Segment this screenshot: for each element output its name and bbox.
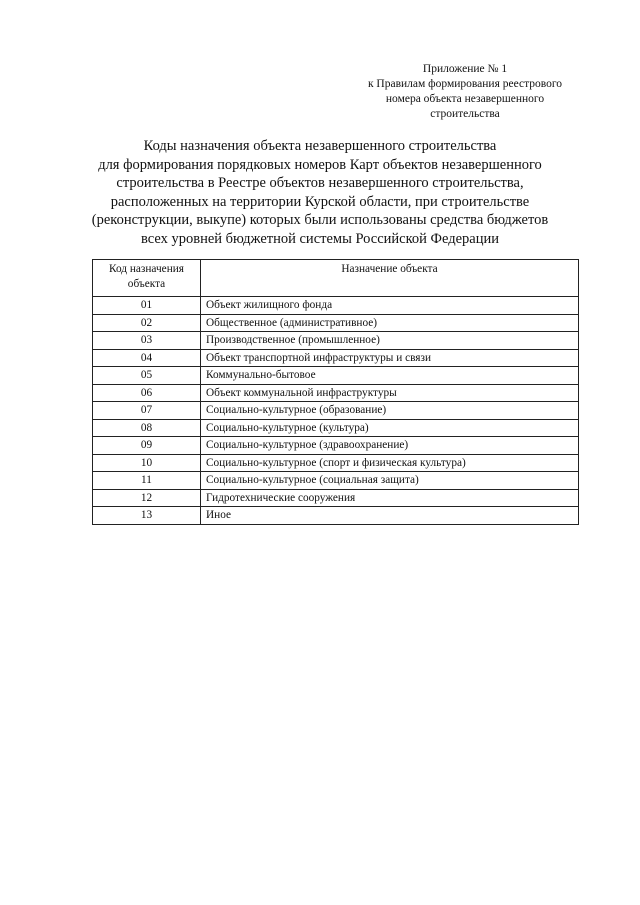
row-purpose: Социально-культурное (образование) (201, 402, 579, 420)
document-title (60, 137, 580, 248)
title-line: строительства в Реестре объектов незавершенного строительства, (116, 175, 524, 191)
row-code: 08 (93, 419, 201, 437)
row-code: 13 (93, 507, 201, 525)
row-code: 11 (93, 472, 201, 490)
table-header-row (93, 260, 579, 297)
table-row (93, 332, 579, 350)
appendix-line: строительства (430, 108, 500, 120)
row-purpose: Иное (201, 507, 579, 525)
appendix-line: Приложение № 1 (422, 63, 508, 75)
table-row (93, 349, 579, 367)
row-purpose: Объект жилищного фонда (201, 297, 579, 315)
table-row (93, 297, 579, 315)
table-row (93, 314, 579, 332)
table-row (93, 402, 579, 420)
row-purpose: Социально-культурное (здравоохранение) (201, 437, 579, 455)
header-code (93, 260, 201, 297)
row-code: 09 (93, 437, 201, 455)
row-code: 04 (93, 349, 201, 367)
row-purpose: Коммунально-бытовое (201, 367, 579, 385)
row-code: 05 (93, 367, 201, 385)
row-code: 06 (93, 384, 201, 402)
table-row (93, 384, 579, 402)
row-code: 10 (93, 454, 201, 472)
appendix-header (330, 62, 600, 122)
row-code: 01 (93, 297, 201, 315)
title-line: (реконструкции, выкупе) которых были использованы средства бюджетов (91, 212, 549, 228)
row-purpose: Производственное (промышленное) (201, 332, 579, 350)
table-row (93, 419, 579, 437)
row-purpose: Социально-культурное (социальная защита) (201, 472, 579, 490)
row-purpose: Общественное (административное) (201, 314, 579, 332)
title-line: Коды назначения объекта незавершенного строительства (143, 138, 497, 154)
header-code-line: Код назначения (109, 263, 184, 275)
row-purpose: Объект транспортной инфраструктуры и связи (201, 349, 579, 367)
table-row (93, 367, 579, 385)
row-purpose: Объект коммунальной инфраструктуры (201, 384, 579, 402)
table-row (93, 489, 579, 507)
header-code-line: объекта (127, 278, 166, 290)
row-code: 07 (93, 402, 201, 420)
title-line: для формирования порядковых номеров Карт объектов незавершенного (98, 156, 542, 173)
appendix-line: к Правилам формирования реестрового (367, 78, 563, 90)
table-row (93, 437, 579, 455)
table-row (93, 454, 579, 472)
row-code: 02 (93, 314, 201, 332)
row-purpose: Гидротехнические сооружения (201, 489, 579, 507)
appendix-line: номера объекта незавершенного (385, 93, 545, 105)
table-row (93, 507, 579, 525)
row-purpose: Социально-культурное (спорт и физическая культура) (201, 454, 579, 472)
row-purpose: Социально-культурное (культура) (201, 419, 579, 437)
row-code: 12 (93, 489, 201, 507)
table-row (93, 472, 579, 490)
codes-table (92, 259, 579, 525)
row-code: 03 (93, 332, 201, 350)
header-purpose: Назначение объекта (201, 260, 579, 297)
title-line: всех уровней бюджетной системы Российской Федерации (140, 230, 500, 247)
title-line: расположенных на территории Курской области, при строительстве (110, 193, 530, 210)
